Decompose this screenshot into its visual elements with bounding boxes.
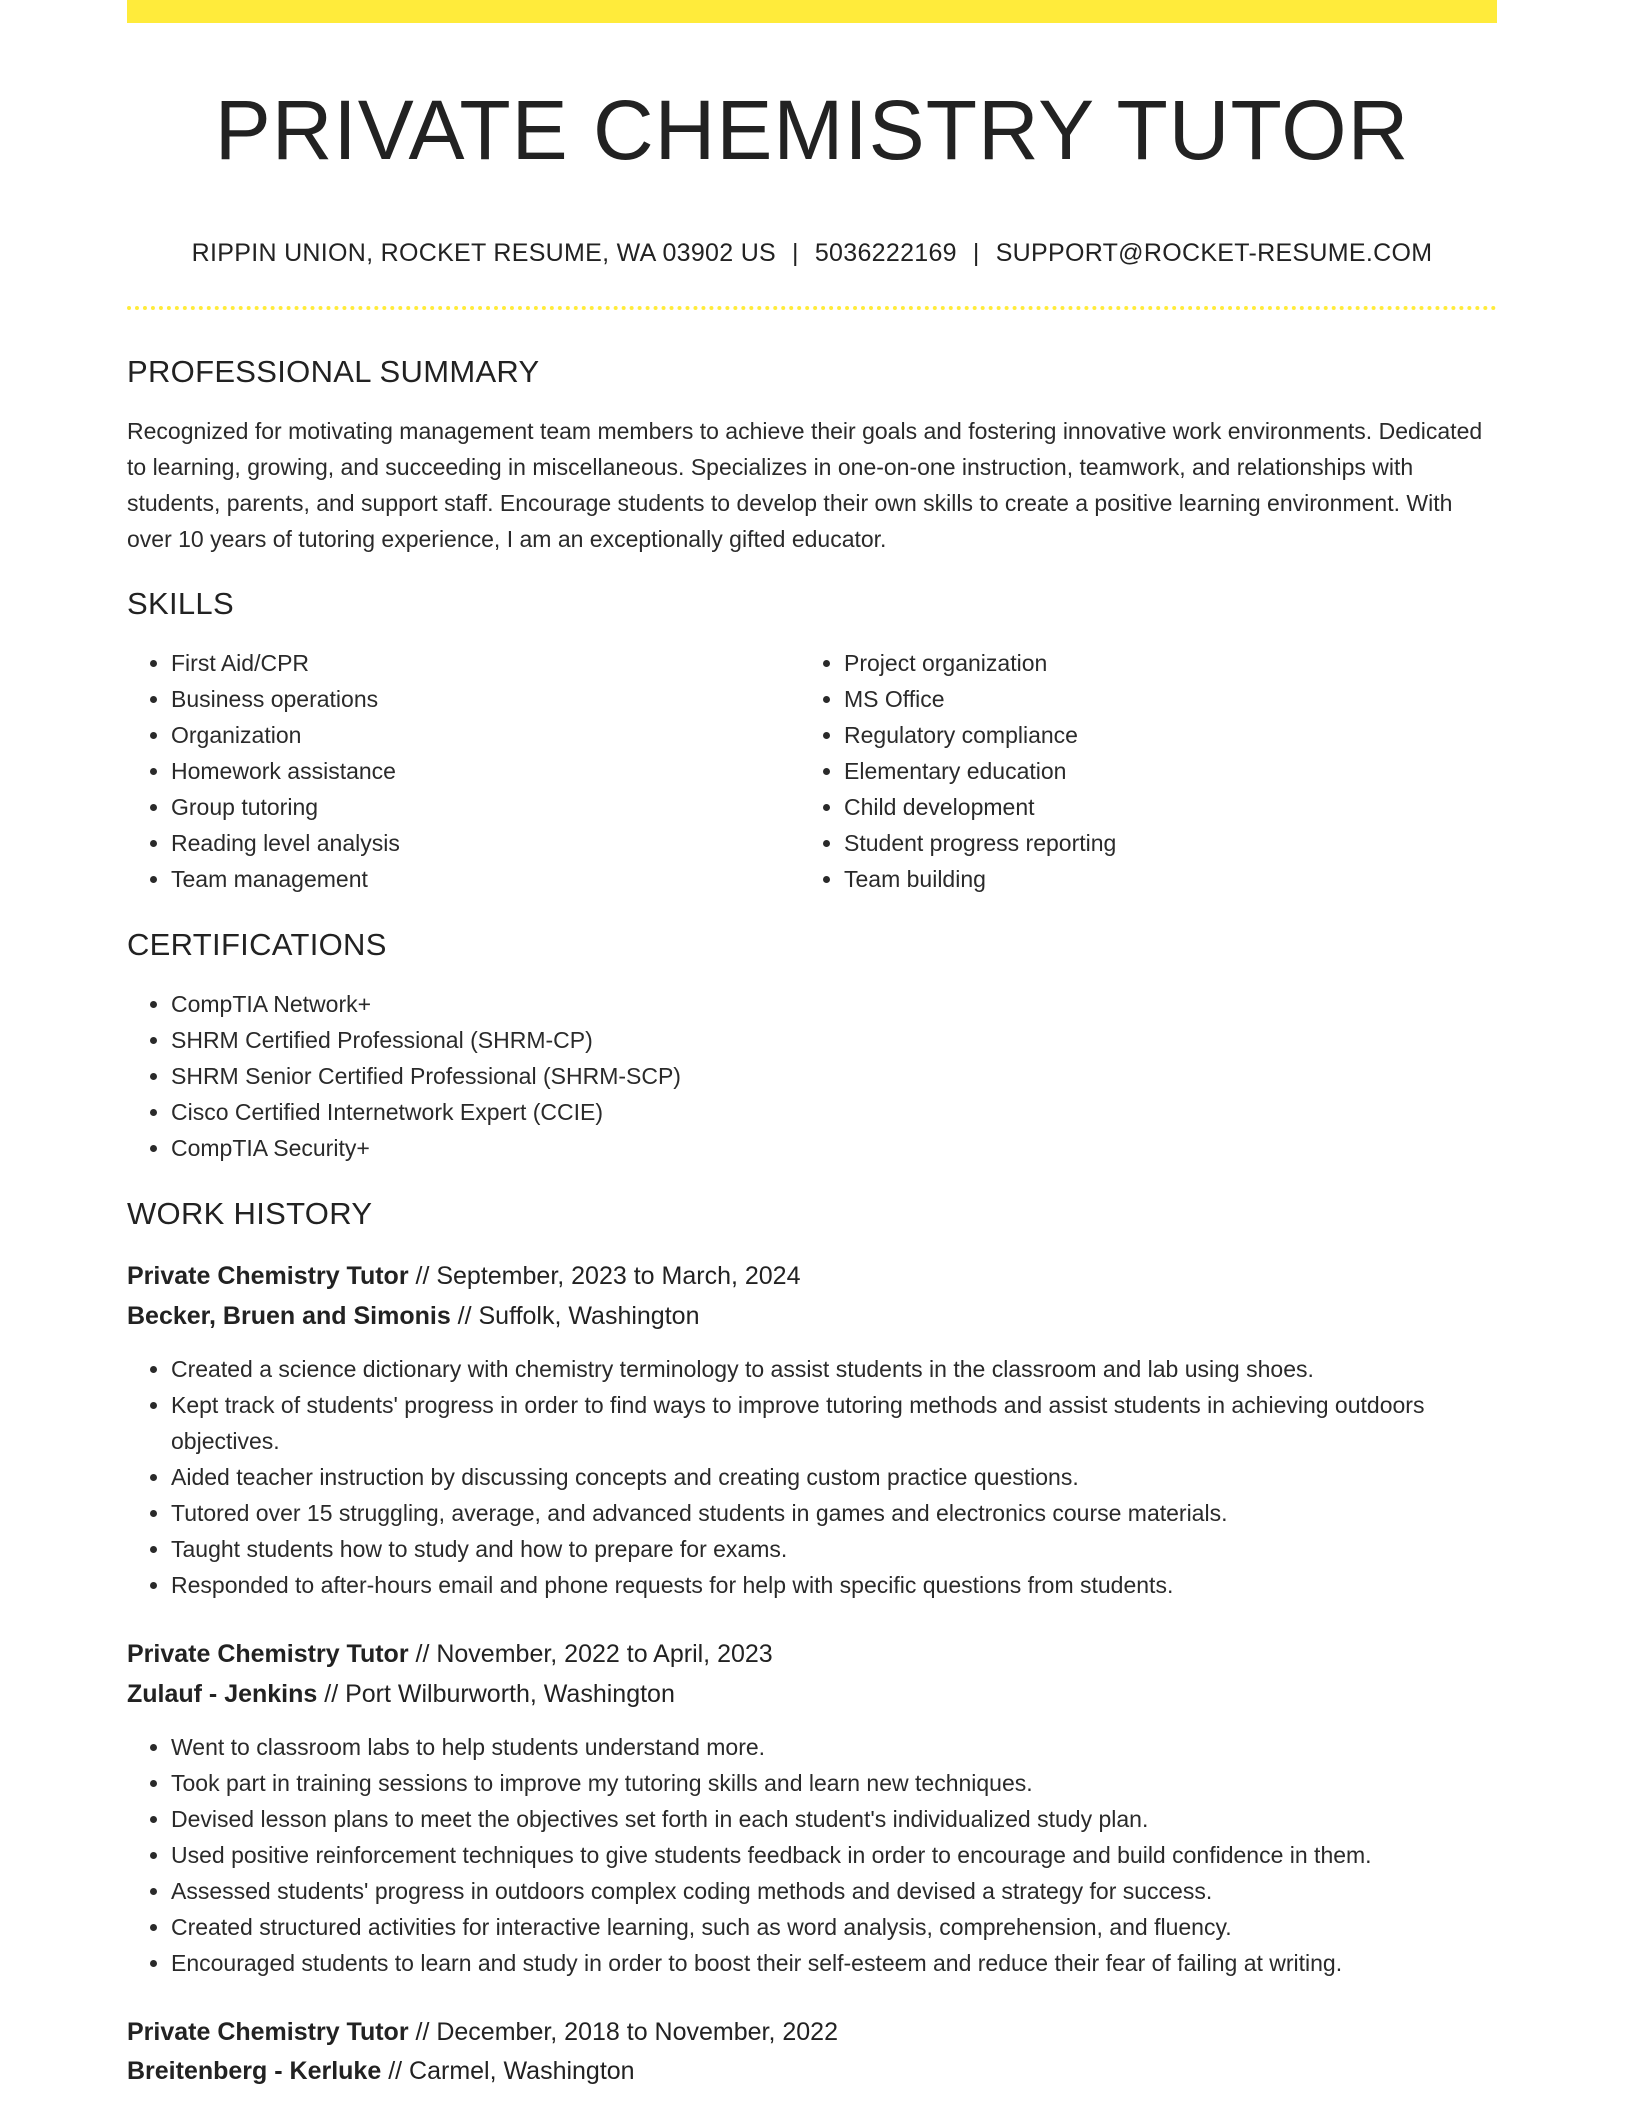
job-bullet: • Encouraged students to learn and study in order to boost their self-esteem and reduce their fear of failing at writing.	[171, 1945, 1531, 1981]
job-company-line	[127, 1298, 699, 1334]
certification-item: • SHRM Certified Professional (SHRM-CP)	[171, 1022, 1471, 1058]
job-bullet: • Assessed students' progress in outdoors complex coding methods and devised a strategy for success.	[171, 1873, 1531, 1909]
contact-separator: |	[792, 239, 799, 267]
certification-item: • CompTIA Network+	[171, 986, 1471, 1022]
skill-item: • Elementary education	[844, 753, 1474, 789]
job-company-line	[127, 2053, 635, 2089]
job-bullet: • Created structured activities for interactive learning, such as word analysis, comprehension, and fluency.	[171, 1909, 1531, 1945]
skill-item: • Homework assistance	[171, 753, 801, 789]
job-bullet: • Devised lesson plans to meet the objectives set forth in each student's individualized study plan.	[171, 1801, 1531, 1837]
job-company: Becker, Bruen and Simonis	[127, 1302, 451, 1330]
job-bullet: • Created a science dictionary with chemistry terminology to assist students in the classroom and lab using shoes.	[171, 1351, 1511, 1387]
job-bullets	[127, 1351, 1511, 1603]
job-title-line	[127, 1258, 800, 1294]
contact-line	[127, 236, 1497, 270]
work-history-heading: WORK HISTORY	[127, 1196, 373, 1231]
job-bullet: • Kept track of students' progress in order to find ways to improve tutoring methods and assist students in achieving outdoors objectives.	[171, 1387, 1511, 1459]
skill-item: • Team management	[171, 861, 801, 897]
job-dates: // December, 2018 to November, 2022	[415, 2018, 838, 2046]
job-title-line	[127, 1636, 773, 1672]
contact-address: RIPPIN UNION, ROCKET RESUME, WA 03902 US	[191, 239, 777, 267]
job-title: Private Chemistry Tutor	[127, 1262, 409, 1290]
skill-item: • First Aid/CPR	[171, 645, 801, 681]
skill-item: • Regulatory compliance	[844, 717, 1474, 753]
job-title: Private Chemistry Tutor	[127, 2018, 409, 2046]
page-title: PRIVATE CHEMISTRY TUTOR	[214, 83, 1410, 177]
skill-item: • Organization	[171, 717, 801, 753]
skills-heading: SKILLS	[127, 586, 234, 621]
skill-item: • MS Office	[844, 681, 1474, 717]
summary-heading: PROFESSIONAL SUMMARY	[127, 354, 540, 389]
job-bullet: • Responded to after-hours email and phone requests for help with specific questions from students.	[171, 1567, 1511, 1603]
job-location: // Suffolk, Washington	[457, 1302, 700, 1330]
job-bullet: • Used positive reinforcement techniques to give students feedback in order to encourage and build confidence in them.	[171, 1837, 1531, 1873]
job-location: // Port Wilburworth, Washington	[324, 1680, 675, 1708]
job-bullet: • Went to classroom labs to help students understand more.	[171, 1729, 1531, 1765]
job-bullet: • Tutored over 15 struggling, average, and advanced students in games and electronics course materials.	[171, 1495, 1511, 1531]
job-title: Private Chemistry Tutor	[127, 1640, 409, 1668]
job-bullet: • Aided teacher instruction by discussing concepts and creating custom practice questions.	[171, 1459, 1511, 1495]
skill-item: • Child development	[844, 789, 1474, 825]
certifications-list	[127, 986, 1471, 1166]
contact-email: SUPPORT@ROCKET-RESUME.COM	[995, 239, 1433, 267]
skill-item: • Business operations	[171, 681, 801, 717]
contact-separator: |	[972, 239, 980, 267]
job-company: Zulauf - Jenkins	[127, 1680, 318, 1708]
certification-item: • Cisco Certified Internetwork Expert (CCIE)	[171, 1094, 1471, 1130]
dotted-divider	[127, 306, 1497, 310]
job-location: // Carmel, Washington	[388, 2057, 635, 2085]
accent-bar	[127, 0, 1497, 23]
certification-item: • CompTIA Security+	[171, 1130, 1471, 1166]
certification-item: • SHRM Senior Certified Professional (SHRM-SCP)	[171, 1058, 1471, 1094]
skill-item: • Reading level analysis	[171, 825, 801, 861]
job-title-line	[127, 2014, 838, 2050]
job-company: Breitenberg - Kerluke	[127, 2057, 382, 2085]
job-bullets	[127, 1729, 1531, 1981]
job-bullet: • Took part in training sessions to improve my tutoring skills and learn new techniques.	[171, 1765, 1531, 1801]
skill-item: • Project organization	[844, 645, 1474, 681]
skills-list-left	[127, 645, 801, 897]
certifications-heading: CERTIFICATIONS	[127, 927, 387, 962]
job-dates: // November, 2022 to April, 2023	[415, 1640, 773, 1668]
skill-item: • Team building	[844, 861, 1474, 897]
skill-item: • Student progress reporting	[844, 825, 1474, 861]
job-dates: // September, 2023 to March, 2024	[415, 1262, 801, 1290]
job-bullet: • Taught students how to study and how to prepare for exams.	[171, 1531, 1511, 1567]
job-company-line	[127, 1676, 675, 1712]
contact-phone: 5036222169	[814, 239, 957, 267]
skills-list-right	[800, 645, 1474, 897]
summary-text: Recognized for motivating management team members to achieve their goals and fostering innovative work environments. Dedicated to learning, growing, and succeeding in miscellaneous. Specializes in one-on-one instruction, teamwork, and relationships with students, parents, and support staff. Encourage students to develop their own skills to create a positive learning environment. With over 10 years of tutoring experience, I am an exceptionally gifted educator.	[127, 418, 1483, 552]
skill-item: • Group tutoring	[171, 789, 801, 825]
